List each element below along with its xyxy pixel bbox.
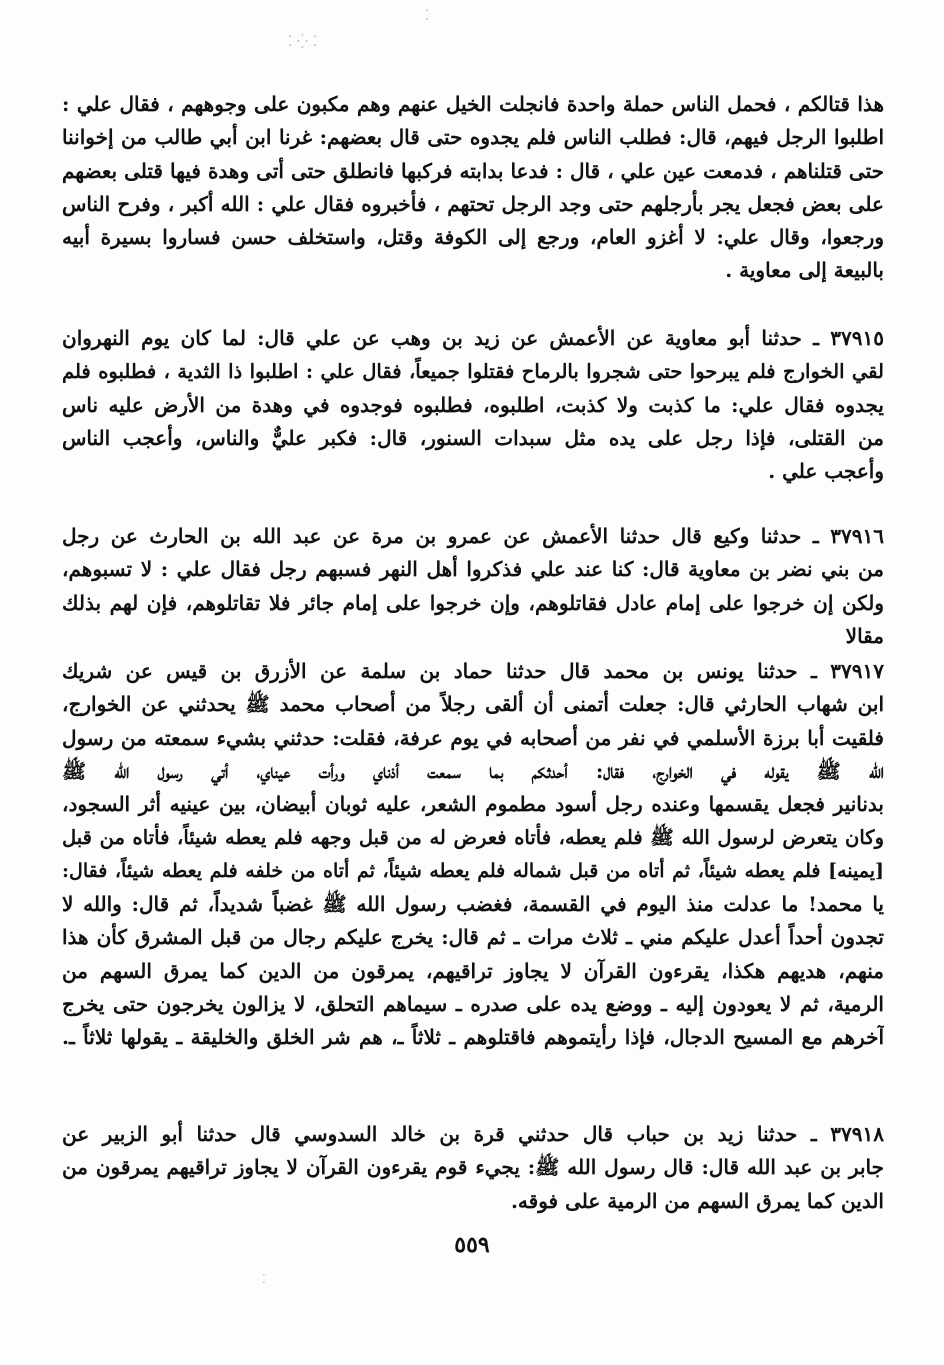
text-line: ٣٧٩١٦ ـ حدثنا وكيع قال حدثنا الأعمش عن عمرو بن مرة عن عبد الله بن الحارث عن رجل — [62, 524, 884, 548]
text-line: الرمية، ثم لا يعودون إليه ـ ووضع يده على صدره ـ سيماهم التحلق، لا يزالون يخرجون حتى يخرج — [62, 991, 884, 1016]
text-line: على بعض فجعل يجر بأرجلهم حتى وجد الرجل تحتهم ، فأخبروه فقال علي : الله أكبر ، وفرح الناس — [62, 191, 884, 216]
text-line: جابر بن عبد الله قال: قال رسول الله ﷺ: يجيء قوم يقرءون القرآن لا يجاوز تراقيهم يمرقون من — [62, 1155, 884, 1180]
hadith-37918 — [62, 1118, 884, 1218]
text-line: لقي الخوارج فلم يبرحوا حتى شجروا بالرماح فقتلوا جميعاً، فقال علي : اطلبوا ذا الثدية ، فطلبوه فلم — [62, 360, 884, 384]
text-line: من بني نضر بن معاوية قال: كنا عند علي فذكروا أهل النهر فسبهم رجل فقال علي : لا تسبوهم، — [62, 557, 884, 582]
text-line: بالبيعة إلى معاوية . — [725, 258, 884, 283]
text-line: هذا قتالكم ، فحمل الناس حملة واحدة فانجلت الخيل عنهم وهم مكبون على وجوههم ، فقال علي : — [62, 92, 884, 116]
text-line: فلقيت أبا برزة الأسلمي في نفر من أصحابه في يوم عرفة، فقلت: حدثني بشيء سمعته من رسول — [62, 725, 884, 750]
text-line: ورجعوا، وقال علي: لا أغزو العام، ورجع إلى الكوفة وقتل، واستخلف حسن فساروا بسيرة أبيه — [62, 225, 884, 250]
text-line: يا محمد! ما عدلت منذ اليوم في القسمة، فغضب رسول الله ﷺ غضباً شديداً، ثم قال: والله لا — [62, 892, 884, 917]
scan-mark-bottom: ⁚ — [262, 1272, 266, 1286]
hadith-37917 — [62, 655, 884, 1055]
hadith-37915 — [62, 322, 884, 488]
text-line: [يمينه] فلم يعطه شيئاً، ثم أتاه من قبل شماله فلم يعطه شيئاً، ثم أتاه من خلفه فلم يعطه شيئاً، فقال: — [62, 859, 884, 882]
text-line: ابن شهاب الحارثي قال: جعلت أتمنى أن ألقى رجلاً من أصحاب محمد ﷺ يحدثني عن الخوارج، — [62, 692, 884, 717]
text-line: حتى قتلناهم ، فدمعت عين علي ، قال : فدعا بدابته فركبها فانطلق حتى أتى وهدة فيها قتلى بعضهم — [62, 158, 884, 183]
text-line: اطلبوا الرجل فيهم، قال: فطلب الناس فلم يجدوه حتى قال بعضهم: غرنا ابن أبي طالب من إخواننا — [62, 125, 884, 150]
text-line: منهم، هديهم هكذا، يقرءون القرآن لا يجاوز تراقيهم، يمرقون من الدين كما يمرق السهم من — [62, 958, 884, 983]
text-line: وأعجب علي . — [768, 459, 884, 484]
text-line: تجدون أحداً أعدل عليكم مني ـ ثلاث مرات ـ ثم قال: يخرج عليكم رجال من قبل المشرق كأن هذا — [62, 925, 884, 950]
text-line: ٣٧٩١٨ ـ حدثنا زيد بن حباب قال حدثني قرة بن خالد السدوسي قال حدثنا أبو الزبير عن — [62, 1122, 884, 1146]
text-line: الدين كما يمرق السهم من الرمية على فوقه. — [510, 1188, 884, 1213]
scan-mark-top: ⁚ ⁛ ⁚ — [288, 34, 317, 50]
page-number: ٥٥٩ — [454, 1232, 490, 1258]
text-line: بدنانير فجعل يقسمها وعنده رجل أسود مطموم الشعر، عليه ثوبان أبيضان، بين عينيه أثر السجود، — [62, 792, 884, 817]
paragraph-continuation — [62, 88, 884, 288]
scan-mark-top-2: ⁚ — [425, 8, 430, 24]
text-line: ٣٧٩١٥ ـ حدثنا أبو معاوية عن الأعمش عن زيد بن وهب عن علي قال: لما كان يوم النهروان — [62, 326, 884, 350]
text-line: من القتلى، فإذا رجل على يده مثل سبدات السنور، قال: فكبر عليٌّ والناس، وأعجب الناس — [62, 425, 884, 450]
text-line: مقالا — [845, 623, 884, 648]
hadith-37916 — [62, 520, 884, 653]
text-line: ولكن إن خرجوا على إمام عادل فقاتلوهم، وإن خرجوا على إمام جائر فلا تقاتلوهم، فإن لهم بذلك — [62, 590, 884, 615]
text-line: وكان يتعرض لرسول الله ﷺ فلم يعطه، فأتاه فعرض له من قبل وجهه فلم يعطه شيئاً، فأتاه من قبل — [62, 826, 884, 850]
text-line: آخرهم مع المسيح الدجال، فإذا رأيتموهم فاقتلوهم ـ ثلاثاً ـ، هم شر الخلق والخليقة ـ يقولها ثلاثاً ـ. — [62, 1025, 884, 1050]
text-line: يجدوه فقال علي: ما كذبت ولا كذبت، اطلبوه، فطلبوه فوجدوه في وهدة من الأرض عليه ناس — [62, 392, 884, 417]
text-line: الله ﷺ يقوله في الخوارج، فقال: أحدثكم بما سمعت أذناي ورأت عيناي، أتي رسول الله ﷺ — [62, 758, 884, 783]
text-line: ٣٧٩١٧ ـ حدثنا يونس بن محمد قال حدثنا حماد بن سلمة عن الأزرق بن قيس عن شريك — [62, 659, 884, 683]
